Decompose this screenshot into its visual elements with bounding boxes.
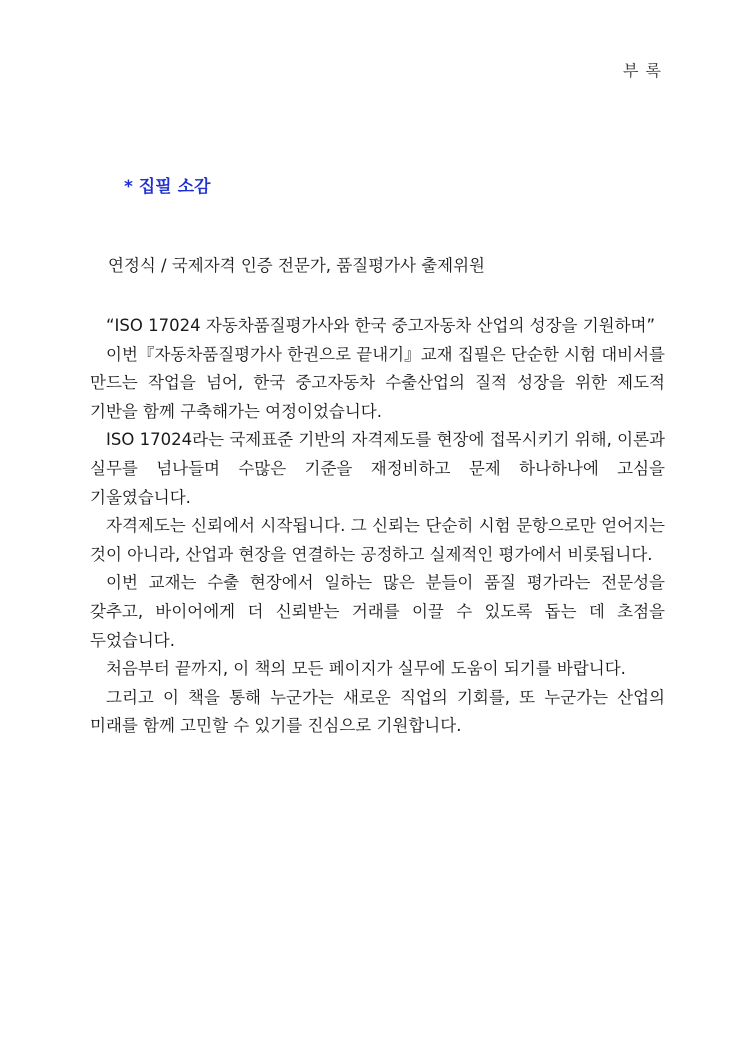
paragraph: 처음부터 끝까지, 이 책의 모든 페이지가 실무에 도움이 되기를 바랍니다.: [106, 659, 626, 679]
running-header: 부 록: [623, 61, 662, 80]
paragraph: ISO 17024라는 국제표준 기반의 자격제도를 현장에 접목시키기 위해, 이론과 실무를 넘나들며 수많은 기준을 재정비하고 문제 하나하나에 고심을 기울였습니다.: [90, 430, 665, 507]
paragraph: 이번 교재는 수출 현장에서 일하는 많은 분들이 품질 평가라는 전문성을 갖추고, 바이어에게 더 신뢰받는 거래를 이끌 수 있도록 돕는 데 초점을 두었습니다.: [90, 573, 665, 650]
section-title: * 집필 소감: [124, 177, 211, 197]
paragraph: 이번『자동차품질평가사 한권으로 끝내기』교재 집필은 단순한 시험 대비서를 만드는 작업을 넘어, 한국 중고자동차 수출산업의 질적 성장을 위한 제도적 기반을 함께 구축해가는 여정이었습니다.: [90, 344, 665, 421]
body-text: [90, 312, 665, 741]
paragraph: 그리고 이 책을 통해 누군가는 새로운 직업의 기회를, 또 누군가는 산업의 미래를 함께 고민할 수 있기를 진심으로 기원합니다.: [90, 687, 665, 736]
author-line: 연정식 / 국제자격 인증 전문가, 품질평가사 출제위원: [108, 256, 485, 275]
paragraph-subtitle: “ISO 17024 자동차품질평가사와 한국 중고자동차 산업의 성장을 기원하며”: [106, 316, 656, 335]
paragraph: 자격제도는 신뢰에서 시작됩니다. 그 신뢰는 단순히 시험 문항으로만 얻어지는 것이 아니라, 산업과 현장을 연결하는 공정하고 실제적인 평가에서 비롯됩니다.: [90, 516, 665, 564]
